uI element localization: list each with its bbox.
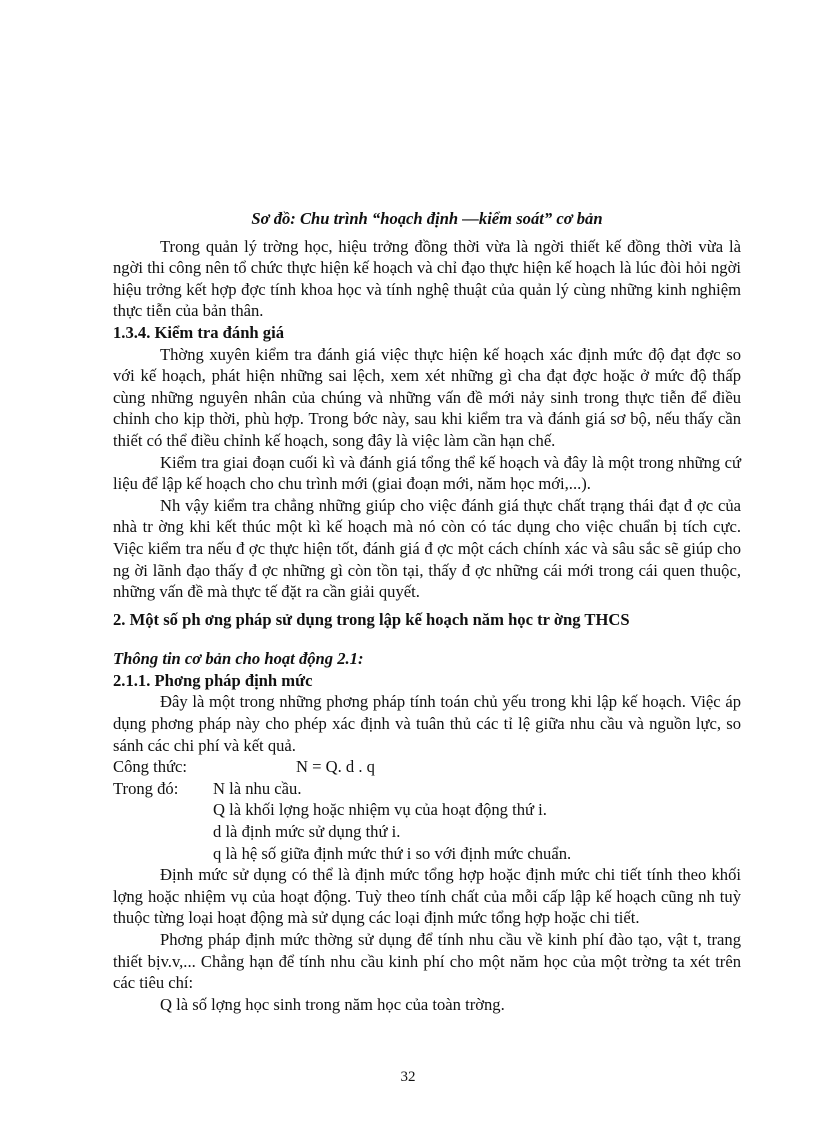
paragraph: Thờng xuyên kiểm tra đánh giá việc thực hiện kế hoạch xác định mức độ đạt đợc so với kế hoạch, phát hiện những sai lệch, xem xét những gì cha đạt đợc hoặc ở mức độ thấp cùng những nguyên nhân của chúng và những vấn đề mới nảy sinh trong thực tiễn để điều chỉnh cho kịp thời, phù hợp. Trong bớc này, sau khi kiểm tra và đánh giá sơ bộ, nếu thấy cần thiết có thể điều chỉnh kế hoạch, song đây là việc làm cần hạn chế.: [113, 344, 741, 450]
paragraph: Nh vậy kiểm tra chẳng những giúp cho việc đánh giá thực chất trạng thái đạt đ ợc của nhà tr ờng khi kết thúc một kì kế hoạch mà nó còn có tác dụng cho việc chuẩn bị tích cực. Việc kiểm tra nếu đ ợc thực hiện tốt, đánh giá đ ợc một cách chính xác và sâu sắc sẽ giúp cho ng ời lãnh đạo thấy đ ợc những gì còn tồn tại, thấy đ ợc những cái mới trong cái quen thuộc, những vấn đề mà thực tế đặt ra cần giải quyết.: [113, 495, 741, 602]
paragraph: Đây là một trong những phơng pháp tính toán chủ yếu trong khi lập kế hoạch. Việc áp dụng phơng pháp này cho phép xác định và tuân thủ các tỉ lệ giữa nhu cầu và nguồn lực, so sánh các chi phí và kết quả.: [113, 692, 741, 755]
formula-label: Công thức:: [113, 757, 187, 777]
definition-d: d là định mức sử dụng thứ i.: [213, 822, 401, 842]
section-heading-2: 2. Một số ph ơng pháp sử dụng trong lập kế hoạch năm học tr ờng THCS: [113, 609, 630, 629]
definition-q: Q là khối lợng hoặc nhiệm vụ của hoạt động thứ i.: [213, 800, 547, 820]
where-label: Trong đó:: [113, 778, 179, 798]
paragraph: Trong quản lý trờng học, hiệu trởng đồng thời vừa là ngời thiết kế đồng thời vừa là ngời thi công nên tổ chức thực hiện kế hoạch và chỉ đạo thực hiện kế hoạch là lúc đòi hỏi ngời hiệu trởng kết hợp đợc tính khoa học và tính nghệ thuật của quản lý cùng những kinh nghiệm thực tiễn của bản thân.: [113, 236, 741, 321]
definition-q-coefficient: q là hệ số giữa định mức thứ i so với định mức chuẩn.: [213, 843, 572, 863]
formula: N = Q. d . q: [296, 757, 375, 777]
paragraph: Q là số lợng học sinh trong năm học của toàn trờng.: [160, 994, 505, 1014]
page-content: [113, 208, 741, 1015]
page-number: 32: [400, 1069, 416, 1085]
activity-info-heading: Thông tin cơ bản cho hoạt động 2.1:: [113, 649, 364, 669]
paragraph: Định mức sử dụng có thể là định mức tổng hợp hoặc định mức chi tiết tính theo khối lợng hoặc nhiệm vụ của hoạt động. Tuỳ theo tính chất của mỗi cấp lập kế hoạch cũng nh tuỳ thuộc từng loại hoạt động mà sử dụng các loại định mức tổng hợp hoặc chi tiết.: [113, 865, 741, 928]
formula-row: [113, 756, 741, 778]
definition-row: [113, 778, 741, 800]
paragraph: Phơng pháp định mức thờng sử dụng để tính nhu cầu về kinh phí đào tạo, vật t, trang thiết bịv.v,... Chẳng hạn để tính nhu cầu kinh phí cho một năm học của một trờng ta xét trên các tiêu chí:: [113, 930, 741, 993]
section-heading-1-3-4: 1.3.4. Kiểm tra đánh giá: [113, 322, 285, 342]
section-heading-2-1-1: 2.1.1. Phơng pháp định mức: [113, 670, 313, 690]
diagram-caption: Sơ đồ: Chu trình “hoạch định —kiểm soát” cơ bản: [251, 209, 603, 228]
paragraph: Kiểm tra giai đoạn cuối kì và đánh giá tổng thể kế hoạch và đây là một trong những cứ liệu để lập kế hoạch cho chu trình mới (giai đoạn mới, năm học mới,...).: [113, 452, 741, 494]
definition-n: N là nhu cầu.: [213, 778, 302, 798]
